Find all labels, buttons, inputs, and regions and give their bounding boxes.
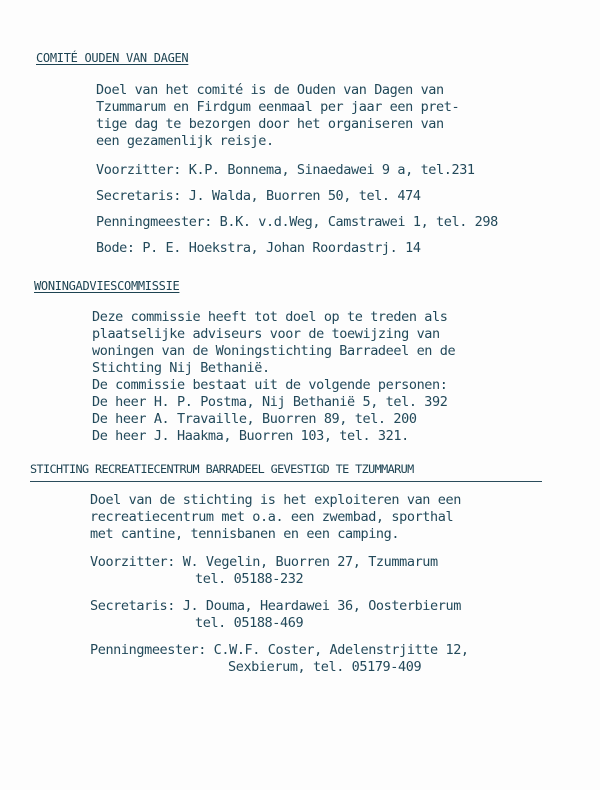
section-heading-comite: COMITÉ OUDEN VAN DAGEN: [36, 51, 189, 65]
text-line: De heer J. Haakma, Buorren 103, tel. 321.: [92, 428, 409, 444]
text-line: De heer A. Travaille, Buorren 89, tel. 200: [92, 411, 417, 427]
contact-line-continued: tel. 05188-469: [195, 615, 304, 631]
contact-line-continued: tel. 05188-232: [195, 571, 304, 587]
text-line: De commissie bestaat uit de volgende personen:: [92, 377, 448, 393]
contact-line-continued: Sexbierum, tel. 05179-409: [228, 659, 422, 675]
text-line: plaatselijke adviseurs voor de toewijzing van: [92, 326, 440, 342]
text-line: met cantine, tennisbanen en een camping.: [90, 526, 400, 542]
text-line: De heer H. P. Postma, Nij Bethanië 5, tel. 392: [92, 394, 448, 410]
text-line: Deze commissie heeft tot doel op te treden als: [92, 309, 448, 325]
contact-line: Voorzitter: W. Vegelin, Buorren 27, Tzummarum: [90, 554, 438, 570]
text-line: recreatiecentrum met o.a. een zwembad, sporthal: [90, 509, 454, 525]
contact-line: Voorzitter: K.P. Bonnema, Sinaedawei 9 a, tel.231: [96, 162, 475, 178]
text-line: tige dag te bezorgen door het organiseren van: [96, 116, 444, 132]
heading-underline: [30, 481, 542, 482]
text-line: Stichting Nij Bethanië.: [92, 360, 270, 376]
section-heading-stichting-recreatiecentrum: STICHTING RECREATIECENTRUM BARRADEEL GEVESTIGD TE TZUMMARUM: [30, 462, 414, 476]
section-heading-woningadvies: WONINGADVIESCOMMISSIE: [34, 279, 180, 293]
contact-line: Secretaris: J. Walda, Buorren 50, tel. 474: [96, 188, 421, 204]
contact-line: Penningmeester: B.K. v.d.Weg, Camstrawei 1, tel. 298: [96, 214, 498, 230]
contact-line: Bode: P. E. Hoekstra, Johan Roordastrj. 14: [96, 240, 421, 256]
contact-line: Penningmeester: C.W.F. Coster, Adelenstrjitte 12,: [90, 642, 469, 658]
text-line: een gezamenlijk reisje.: [96, 133, 274, 149]
text-line: woningen van de Woningstichting Barradeel en de: [92, 343, 456, 359]
text-line: Tzummarum en Firdgum eenmaal per jaar een pret-: [96, 99, 460, 115]
contact-line: Secretaris: J. Douma, Heardawei 36, Oosterbierum: [90, 598, 461, 614]
text-line: Doel van de stichting is het exploiteren van een: [90, 492, 461, 508]
text-line: Doel van het comité is de Ouden van Dagen van: [96, 82, 444, 98]
